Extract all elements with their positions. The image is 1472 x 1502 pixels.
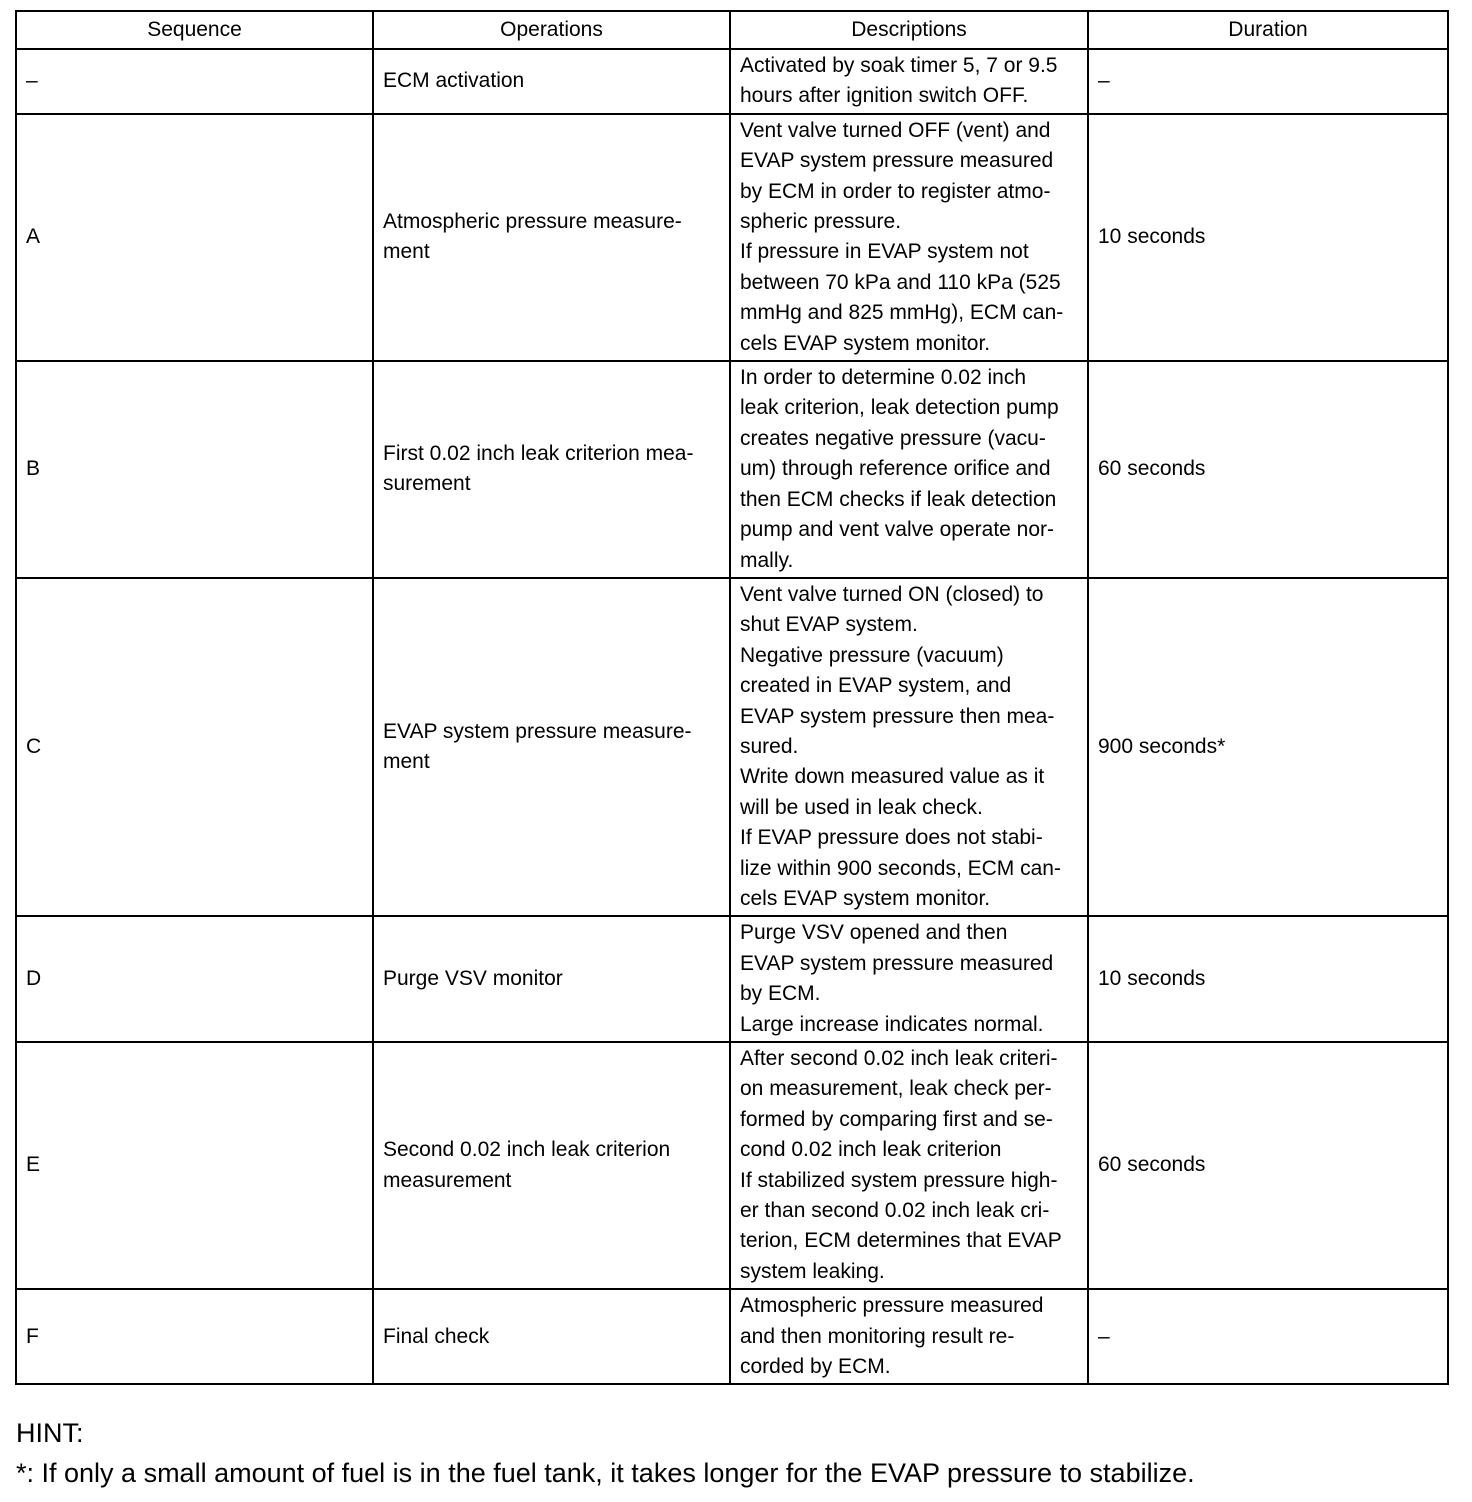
description-line: Vent valve turned OFF (vent) and [740,118,1051,142]
description-line: EVAP system pressure then mea- [740,704,1055,728]
description-cell [730,916,1088,1042]
description-cell [730,361,1088,578]
operation-cell [373,361,730,578]
description-line: created in EVAP system, and [740,674,1012,698]
sequence-cell: E [16,1042,373,1289]
duration-cell: 900 seconds* [1088,578,1448,916]
description-line: cond 0.02 inch leak criterion [740,1138,1002,1162]
header-duration: Duration [1088,11,1448,49]
duration-cell: – [1088,49,1448,114]
duration-cell: 60 seconds [1088,361,1448,578]
operation-cell [373,1042,730,1289]
description-line: and then monitoring result re- [740,1324,1015,1348]
sequence-cell: – [16,49,373,114]
sequence-cell: F [16,1289,373,1384]
description-line: hours after ignition switch OFF. [740,84,1029,108]
operation-line: Atmospheric pressure measure- [383,210,682,234]
description-line: terion, ECM determines that EVAP [740,1229,1062,1253]
description-line: er than second 0.02 inch leak cri- [740,1199,1050,1223]
description-line: by ECM in order to register atmo- [740,179,1051,203]
duration-cell: 60 seconds [1088,1042,1448,1289]
description-line: on measurement, leak check per- [740,1077,1052,1101]
description-line: formed by comparing first and se- [740,1107,1053,1131]
operation-line: Purge VSV monitor [383,966,563,990]
description-line: sured. [740,734,799,758]
operation-line: ment [383,750,430,774]
operation-line: Final check [383,1324,490,1348]
sequence-cell: B [16,361,373,578]
table-row [16,916,1448,1042]
description-line: corded by ECM. [740,1355,891,1379]
operation-cell [373,916,730,1042]
header-operations: Operations [373,11,730,49]
description-line: creates negative pressure (vacu- [740,426,1046,450]
description-line: In order to determine 0.02 inch [740,366,1027,390]
operation-cell [373,49,730,114]
description-line: cels EVAP system monitor. [740,886,991,910]
description-line: shut EVAP system. [740,613,918,637]
description-line: Activated by soak timer 5, 7 or 9.5 [740,54,1058,77]
operation-line: ECM activation [383,69,525,93]
operation-line: measurement [383,1168,512,1192]
description-cell [730,114,1088,361]
description-line: um) through reference orifice and [740,457,1051,481]
description-cell [730,578,1088,916]
description-line: Large increase indicates normal. [740,1012,1044,1036]
description-line: cels EVAP system monitor. [740,331,991,355]
description-line: If EVAP pressure does not stabi- [740,826,1043,850]
table-row [16,114,1448,361]
description-line: by ECM. [740,982,821,1006]
sequence-cell: A [16,114,373,361]
table-header-row [16,11,1448,49]
description-line: Negative pressure (vacuum) [740,643,1004,667]
operation-line: ment [383,240,430,264]
description-line: leak criterion, leak detection pump [740,396,1059,420]
hint-note: *: If only a small amount of fuel is in the fuel tank, it takes longer for the EVAP pressure to stabilize. [16,1458,1195,1488]
table-row [16,1289,1448,1384]
description-line: mmHg and 825 mmHg), ECM can- [740,301,1064,325]
description-cell [730,1289,1088,1384]
description-line: If pressure in EVAP system not [740,240,1029,264]
table-row [16,578,1448,916]
operation-line: surement [383,472,471,496]
table-row [16,361,1448,578]
sequence-cell: D [16,916,373,1042]
description-cell [730,49,1088,114]
description-line: Write down measured value as it [740,765,1045,789]
operation-cell [373,114,730,361]
description-line: between 70 kPa and 110 kPa (525 [740,270,1061,294]
sequence-cell: C [16,578,373,916]
description-line: Atmospheric pressure measured [740,1294,1044,1318]
operation-line: EVAP system pressure measure- [383,719,692,743]
description-line: mally. [740,548,794,572]
operation-line: Second 0.02 inch leak criterion [383,1138,671,1162]
description-line: system leaking. [740,1259,885,1283]
description-line: will be used in leak check. [740,795,983,819]
description-line: After second 0.02 inch leak criteri- [740,1047,1058,1070]
table-row [16,1042,1448,1289]
operation-cell [373,1289,730,1384]
operation-cell [373,578,730,916]
description-line: spheric pressure. [740,210,902,234]
description-line: lize within 900 seconds, ECM can- [740,856,1061,880]
description-line: Vent valve turned ON (closed) to [740,582,1044,606]
description-line: Purge VSV opened and then [740,921,1008,945]
description-cell [730,1042,1088,1289]
duration-cell: 10 seconds [1088,916,1448,1042]
description-line: pump and vent valve operate nor- [740,518,1055,542]
description-line: EVAP system pressure measured [740,951,1054,975]
description-line: If stabilized system pressure high- [740,1168,1058,1192]
table-row [16,49,1448,114]
description-line: EVAP system pressure measured [740,149,1054,173]
header-descriptions: Descriptions [730,11,1088,49]
duration-cell: – [1088,1289,1448,1384]
header-sequence: Sequence [16,11,373,49]
duration-cell: 10 seconds [1088,114,1448,361]
procedure-table [15,10,1449,1385]
hint-label: HINT: [16,1418,84,1448]
description-line: then ECM checks if leak detection [740,487,1057,511]
operation-line: First 0.02 inch leak criterion mea- [383,442,694,466]
